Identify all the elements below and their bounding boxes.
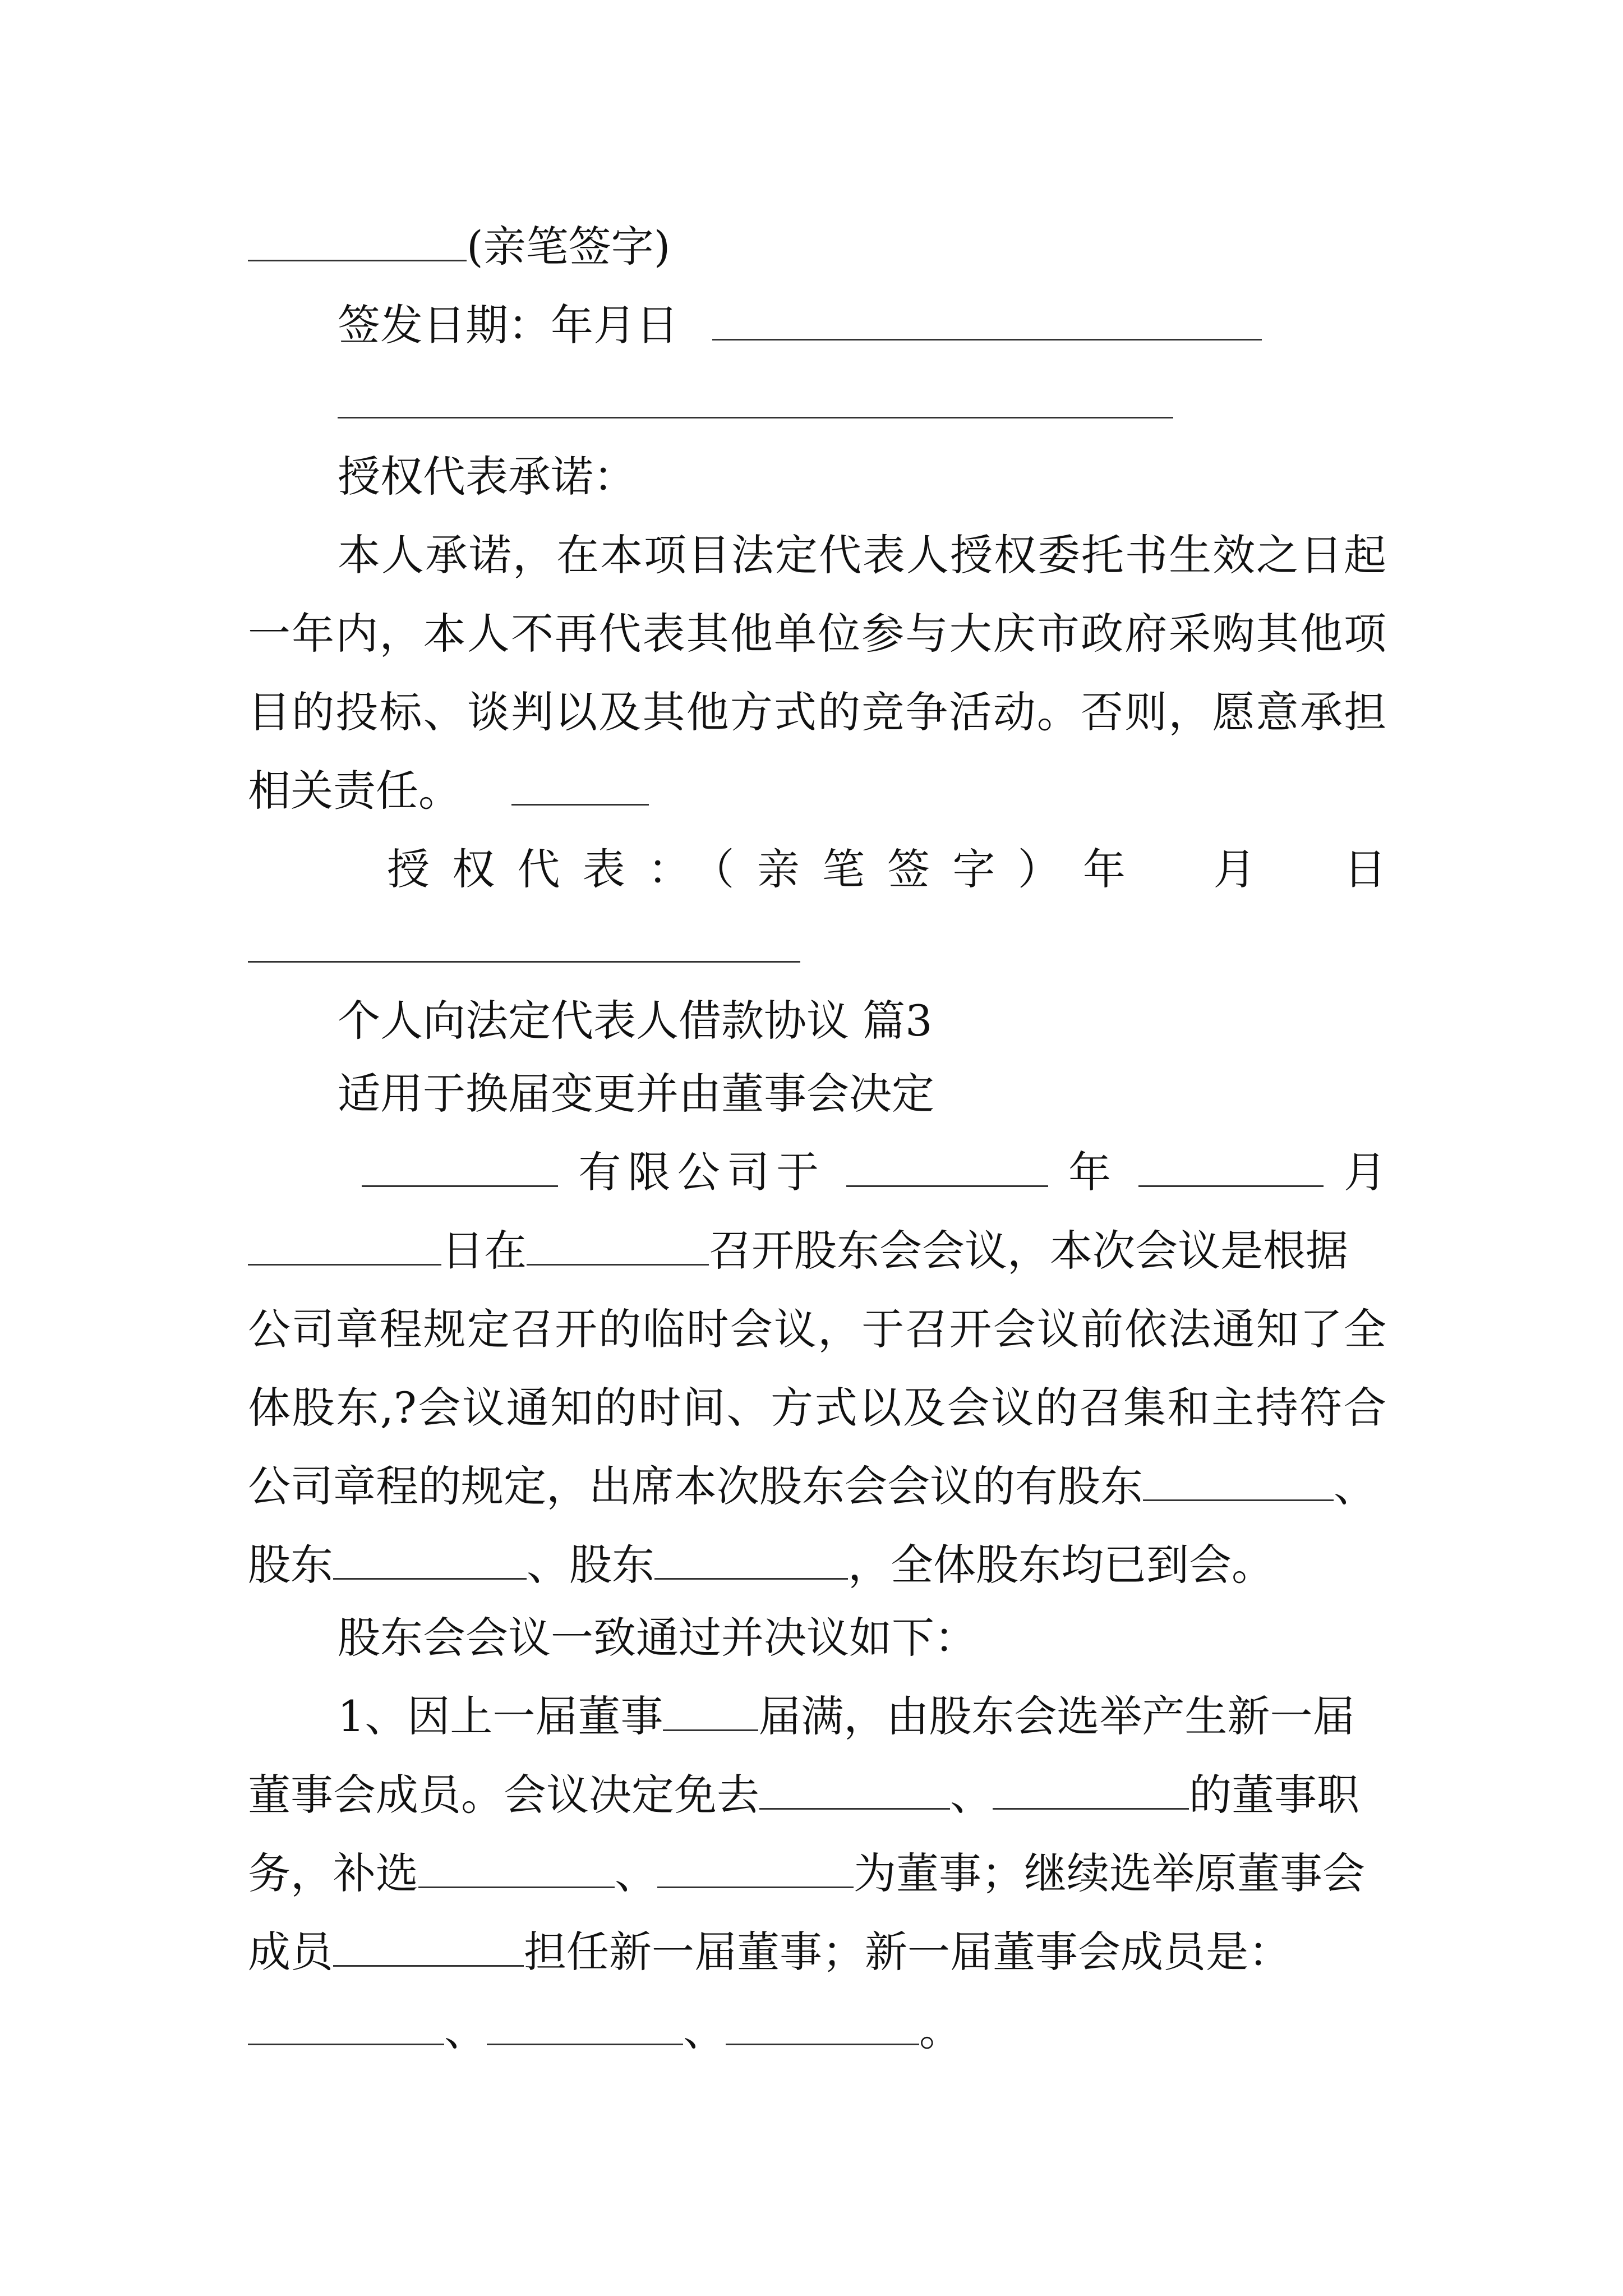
removed-director-blank[interactable] — [759, 1773, 950, 1810]
shareholder-label: 股东 — [569, 1540, 654, 1590]
day-blank[interactable] — [248, 1229, 441, 1266]
commitment-body-line: 目的投标、谈判以及其他方式的竞争活动。否则，愿意承担 — [248, 687, 1386, 737]
meeting-text: 召开股东会会议，本次会议是根据 — [709, 1226, 1348, 1276]
meeting-line — [248, 1526, 1386, 1604]
elected-director-blank[interactable] — [418, 1852, 615, 1888]
meeting-line — [248, 1447, 1386, 1526]
section-subtitle: 适用于换届变更并由董事会决定 — [338, 1069, 934, 1119]
board-member-blank[interactable] — [248, 2009, 444, 2045]
resolution-text: 务，补选 — [248, 1848, 418, 1898]
meeting-text: 公司章程的规定，出席本次股东会会议的有股东 — [248, 1461, 1143, 1511]
commitment-body-last-line — [248, 752, 1386, 830]
year-blank[interactable] — [846, 1151, 1048, 1187]
year-label: 年 — [1068, 1147, 1118, 1197]
term-blank[interactable] — [663, 1695, 758, 1731]
month-label: 月 — [1343, 1147, 1386, 1197]
board-member-blank[interactable] — [487, 2009, 683, 2045]
shareholder-blank[interactable] — [333, 1543, 527, 1580]
meeting-line: 体股东,?会议通知的时间、方式以及会议的召集和主持符合 — [248, 1383, 1386, 1433]
signature-label: (亲笔签字) — [467, 222, 671, 272]
separator-mark: 、 — [683, 2005, 726, 2055]
shareholder-blank[interactable] — [1143, 1465, 1334, 1501]
meeting-line — [362, 1133, 1386, 1212]
venue-blank[interactable] — [527, 1229, 709, 1266]
signature-blank[interactable] — [248, 225, 467, 261]
separator-mark: 、 — [444, 2005, 487, 2055]
resolution-intro: 股东会会议一致通过并决议如下： — [338, 1613, 977, 1663]
resolution-line — [248, 1913, 1386, 1991]
month-blank[interactable] — [1138, 1151, 1324, 1187]
commitment-body-line: 一年内，本人不再代表其他单位参与大庆市政府采购其他项 — [248, 609, 1386, 659]
issue-date-line — [338, 286, 1386, 365]
commitment-body-line: 本人承诺，在本项目法定代表人授权委托书生效之日起 — [338, 530, 1386, 580]
continuing-director-blank[interactable] — [333, 1930, 524, 1967]
resolution-line — [248, 1756, 1386, 1834]
separator-mark: 、 — [950, 1770, 993, 1820]
resolution-line — [248, 1834, 1386, 1913]
resolution-line — [338, 1677, 1386, 1756]
resolution-text: 成员 — [248, 1927, 333, 1977]
meeting-line — [248, 1212, 1386, 1290]
company-name-blank[interactable] — [362, 1151, 558, 1187]
separator-mark: 、 — [615, 1848, 657, 1898]
responsibility-blank[interactable] — [511, 769, 649, 806]
commitment-heading: 授权代表承诺： — [338, 452, 636, 501]
meeting-text: ，全体股东均已到会。 — [848, 1540, 1274, 1590]
commitment-body-text: 相关责任。 — [248, 766, 461, 816]
separator-mark: 、 — [527, 1540, 569, 1590]
meeting-text: 有限公司于 — [578, 1147, 826, 1197]
resolution-line — [248, 1991, 1386, 2070]
resolution-text: 为董事；继续选举原董事会 — [854, 1848, 1365, 1898]
resolution-text: 届满，由股东会选举产生新一届 — [758, 1691, 1355, 1741]
representative-sign-blank[interactable] — [248, 961, 800, 963]
section-title: 个人向法定代表人借款协议 篇3 — [338, 996, 933, 1046]
signature-line — [248, 208, 1386, 286]
separator-mark: 、 — [1334, 1461, 1376, 1511]
end-mark: 。 — [919, 2005, 962, 2055]
shareholder-blank[interactable] — [654, 1543, 848, 1580]
resolution-text: 担任新一届董事；新一届董事会成员是： — [524, 1927, 1291, 1977]
removed-director-blank[interactable] — [993, 1773, 1189, 1810]
representative-sign-line: 授权代表：（亲笔签字）年 月 日 — [387, 844, 1386, 894]
issue-date-blank[interactable] — [712, 339, 1262, 341]
board-member-blank[interactable] — [726, 2009, 919, 2045]
meeting-text: 日在 — [441, 1226, 527, 1276]
elected-director-blank[interactable] — [657, 1852, 854, 1888]
separator-rule — [338, 417, 1173, 418]
resolution-text: 的董事职 — [1189, 1770, 1359, 1820]
resolution-text: 董事会成员。会议决定免去 — [248, 1770, 759, 1820]
meeting-line: 公司章程规定召开的临时会议，于召开会议前依法通知了全 — [248, 1304, 1386, 1354]
resolution-text: 1、因上一届董事 — [338, 1691, 663, 1741]
issue-date-label: 签发日期：年月日 — [338, 300, 679, 350]
shareholder-label: 股东 — [248, 1540, 333, 1590]
